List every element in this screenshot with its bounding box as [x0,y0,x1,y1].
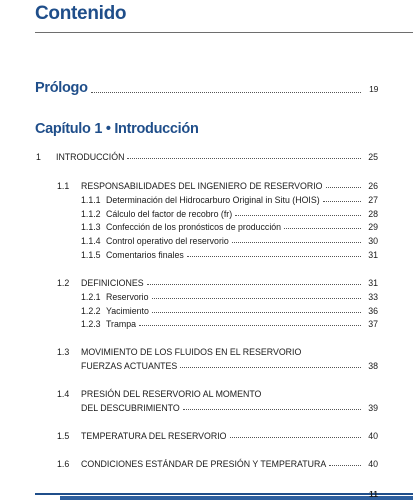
toc-entry-1-6[interactable] [57,459,378,469]
toc-label: Prólogo [35,80,88,96]
toc-label: Determinación del Hidrocarburo Original in Situ (HOIS) [106,195,320,205]
toc-number: 1.3 [57,347,70,357]
toc-page: 40 [368,459,378,469]
leader-dots [284,228,361,229]
toc-label: CONDICIONES ESTÁNDAR DE PRESIÓN Y TEMPERATURA [81,459,327,469]
toc-number: 1.2.1 [81,292,101,302]
toc-page: 39 [368,403,378,413]
toc-entry-1[interactable] [36,152,378,162]
toc-number: 1.1 [57,181,70,191]
leader-dots [152,312,361,313]
toc-entry-1-4[interactable] [81,403,378,413]
toc-page: 36 [368,306,378,316]
leader-dots [232,242,361,243]
toc-entry-1-2-1[interactable] [81,292,378,302]
toc-label: Confección de los pronósticos de producción [106,222,282,232]
toc-label: PRESIÓN DEL RESERVORIO AL MOMENTO [81,389,262,399]
leader-dots [139,325,361,326]
toc-page: 29 [368,222,378,232]
toc-entry-prologo[interactable] [35,80,378,96]
toc-page: 37 [368,319,378,329]
toc-number: 1.1.2 [81,209,101,219]
toc-entry-1-2-2[interactable] [81,306,378,316]
toc-label: Comentarios finales [106,250,184,260]
leader-dots [91,92,361,93]
toc-number: 1.5 [57,431,70,441]
leader-dots [152,298,361,299]
toc-label: DEFINICIONES [81,278,144,288]
toc-entry-1-1-2[interactable] [81,209,378,219]
toc-label: FUERZAS ACTUANTES [81,361,178,371]
footer-bar [60,496,413,500]
toc-page: 38 [368,361,378,371]
toc-label: INTRODUCCIÓN [56,152,125,162]
toc-label: TEMPERATURA DEL RESERVORIO [81,431,227,441]
toc-label: Yacimiento [106,306,149,316]
chapter-heading[interactable]: Capítulo 1 • Introducción [35,121,199,137]
leader-dots [329,465,361,466]
leader-dots [147,284,361,285]
leader-dots [323,201,361,202]
toc-label: DEL DESCUBRIMIENTO [81,403,180,413]
toc-number: 1.4 [57,389,70,399]
toc-label: Cálculo del factor de recobro (fr) [106,209,233,219]
toc-number: 1.1.1 [81,195,101,205]
toc-page: 31 [368,250,378,260]
toc-entry-1-5[interactable] [57,431,378,441]
toc-label: RESPONSABILIDADES DEL INGENIERO DE RESERVORIO [81,181,323,191]
toc-number: 1 [36,152,41,162]
leader-dots [326,187,362,188]
toc-entry-1-1-5[interactable] [81,250,378,260]
leader-dots [230,437,361,438]
toc-label: Control operativo del reservorio [106,236,229,246]
toc-entry-1-1-4[interactable] [81,236,378,246]
toc-entry-1-4-line1[interactable] [57,389,261,399]
toc-entry-1-1[interactable] [57,181,378,191]
toc-page: 25 [368,152,378,162]
toc-entry-1-2[interactable] [57,278,378,288]
leader-dots [127,158,361,159]
leader-dots [183,409,361,410]
page-title: Contenido [35,3,127,24]
toc-label: MOVIMIENTO DE LOS FLUIDOS EN EL RESERVORIO [81,347,302,357]
toc-number: 1.2 [57,278,70,288]
toc-entry-1-3-line1[interactable] [57,347,301,357]
toc-page: 27 [368,195,378,205]
toc-page: 19 [369,84,378,94]
toc-label: Reservorio [106,292,149,302]
toc-page: 30 [368,236,378,246]
toc-entry-1-2-3[interactable] [81,319,378,329]
toc-page: 26 [368,181,378,191]
leader-dots [187,256,361,257]
toc-page: 33 [368,292,378,302]
title-divider [35,32,413,33]
toc-entry-1-1-1[interactable] [81,195,378,205]
toc-page: 31 [368,278,378,288]
toc-number: 1.1.3 [81,222,101,232]
toc-label: Trampa [106,319,136,329]
leader-dots [180,367,361,368]
toc-number: 1.1.5 [81,250,101,260]
toc-entry-1-1-3[interactable] [81,222,378,232]
toc-page: 40 [368,431,378,441]
toc-number: 1.6 [57,459,70,469]
toc-number: 1.2.3 [81,319,101,329]
toc-entry-1-3[interactable] [81,361,378,371]
page-number: 11 [369,489,378,499]
toc-number: 1.2.2 [81,306,101,316]
leader-dots [235,215,361,216]
toc-page: 28 [368,209,378,219]
footer-divider [35,493,413,495]
toc-number: 1.1.4 [81,236,101,246]
